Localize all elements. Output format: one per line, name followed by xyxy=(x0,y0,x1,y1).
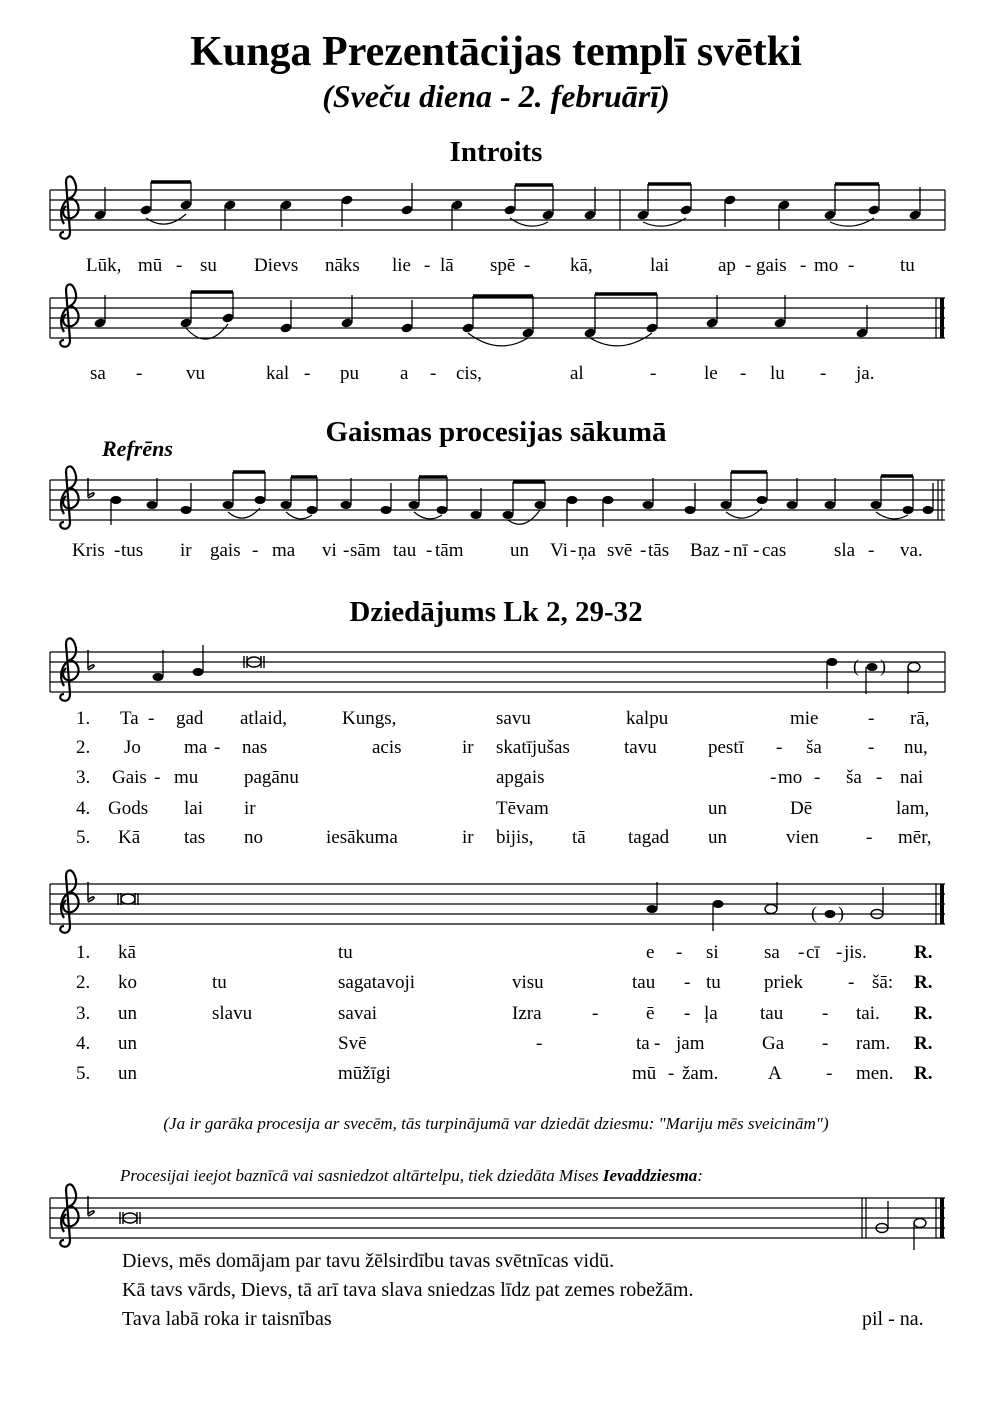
entrance-line-3: Tava labā roka ir taisnības xyxy=(122,1308,332,1330)
introit-lyrics-1: Lūk, mū - su Dievs nāks lie - lā spē - kā, lai ap - gais - mo - tu xyxy=(86,255,915,276)
entrance-line-2: Kā tavs vārds, Dievs, tā arī tava slava sniedzas līdz pat zemes robežām. xyxy=(122,1279,694,1301)
staff-procession xyxy=(50,466,945,528)
procession-note: (Ja ir garāka procesija ar svecēm, tās turpinājumā var dziedāt dziesmu: "Mariju mēs sveicinām") xyxy=(163,1114,829,1133)
svg-text:(: ( xyxy=(853,656,859,676)
refrain-label: Refrēns xyxy=(102,436,173,461)
staff-canticle-2 xyxy=(50,870,945,932)
svg-text:(: ( xyxy=(811,903,817,923)
canticle-heading: Dziedājums Lk 2, 29-32 xyxy=(349,596,643,628)
staff-canticle-1 xyxy=(50,638,945,700)
page-subtitle: (Sveču diena - 2. februārī) xyxy=(322,78,670,114)
svg-text:): ) xyxy=(838,903,844,923)
entrance-ending: pil - na. xyxy=(862,1308,924,1330)
introit-lyrics-2: sa - vu kal - pu a - cis, al - le - lu - ja. xyxy=(90,363,875,384)
procession-lyrics: Kris - tus ir gais - ma vi - sām tau - tām un Vi - ņa svē - tās Baz - nī - cas sla - va. xyxy=(72,540,923,561)
svg-text:): ) xyxy=(880,656,886,676)
staff-entrance xyxy=(50,1184,945,1250)
procession-heading: Gaismas procesijas sākumā xyxy=(325,416,667,448)
staff-introit-1 xyxy=(50,176,945,238)
staff-introit-2 xyxy=(50,284,945,346)
page-title: Kunga Prezentācijas templī svētki xyxy=(190,29,802,75)
entrance-intro: Procesijai ieejot baznīcā vai sasniedzot altārtelpu, tiek dziedāta Mises Ievaddziesma: xyxy=(120,1166,703,1185)
entrance-line-1: Dievs, mēs domājam par tavu žēlsirdību tavas svētnīcas vidū. xyxy=(122,1250,615,1272)
introit-heading: Introits xyxy=(449,136,543,168)
